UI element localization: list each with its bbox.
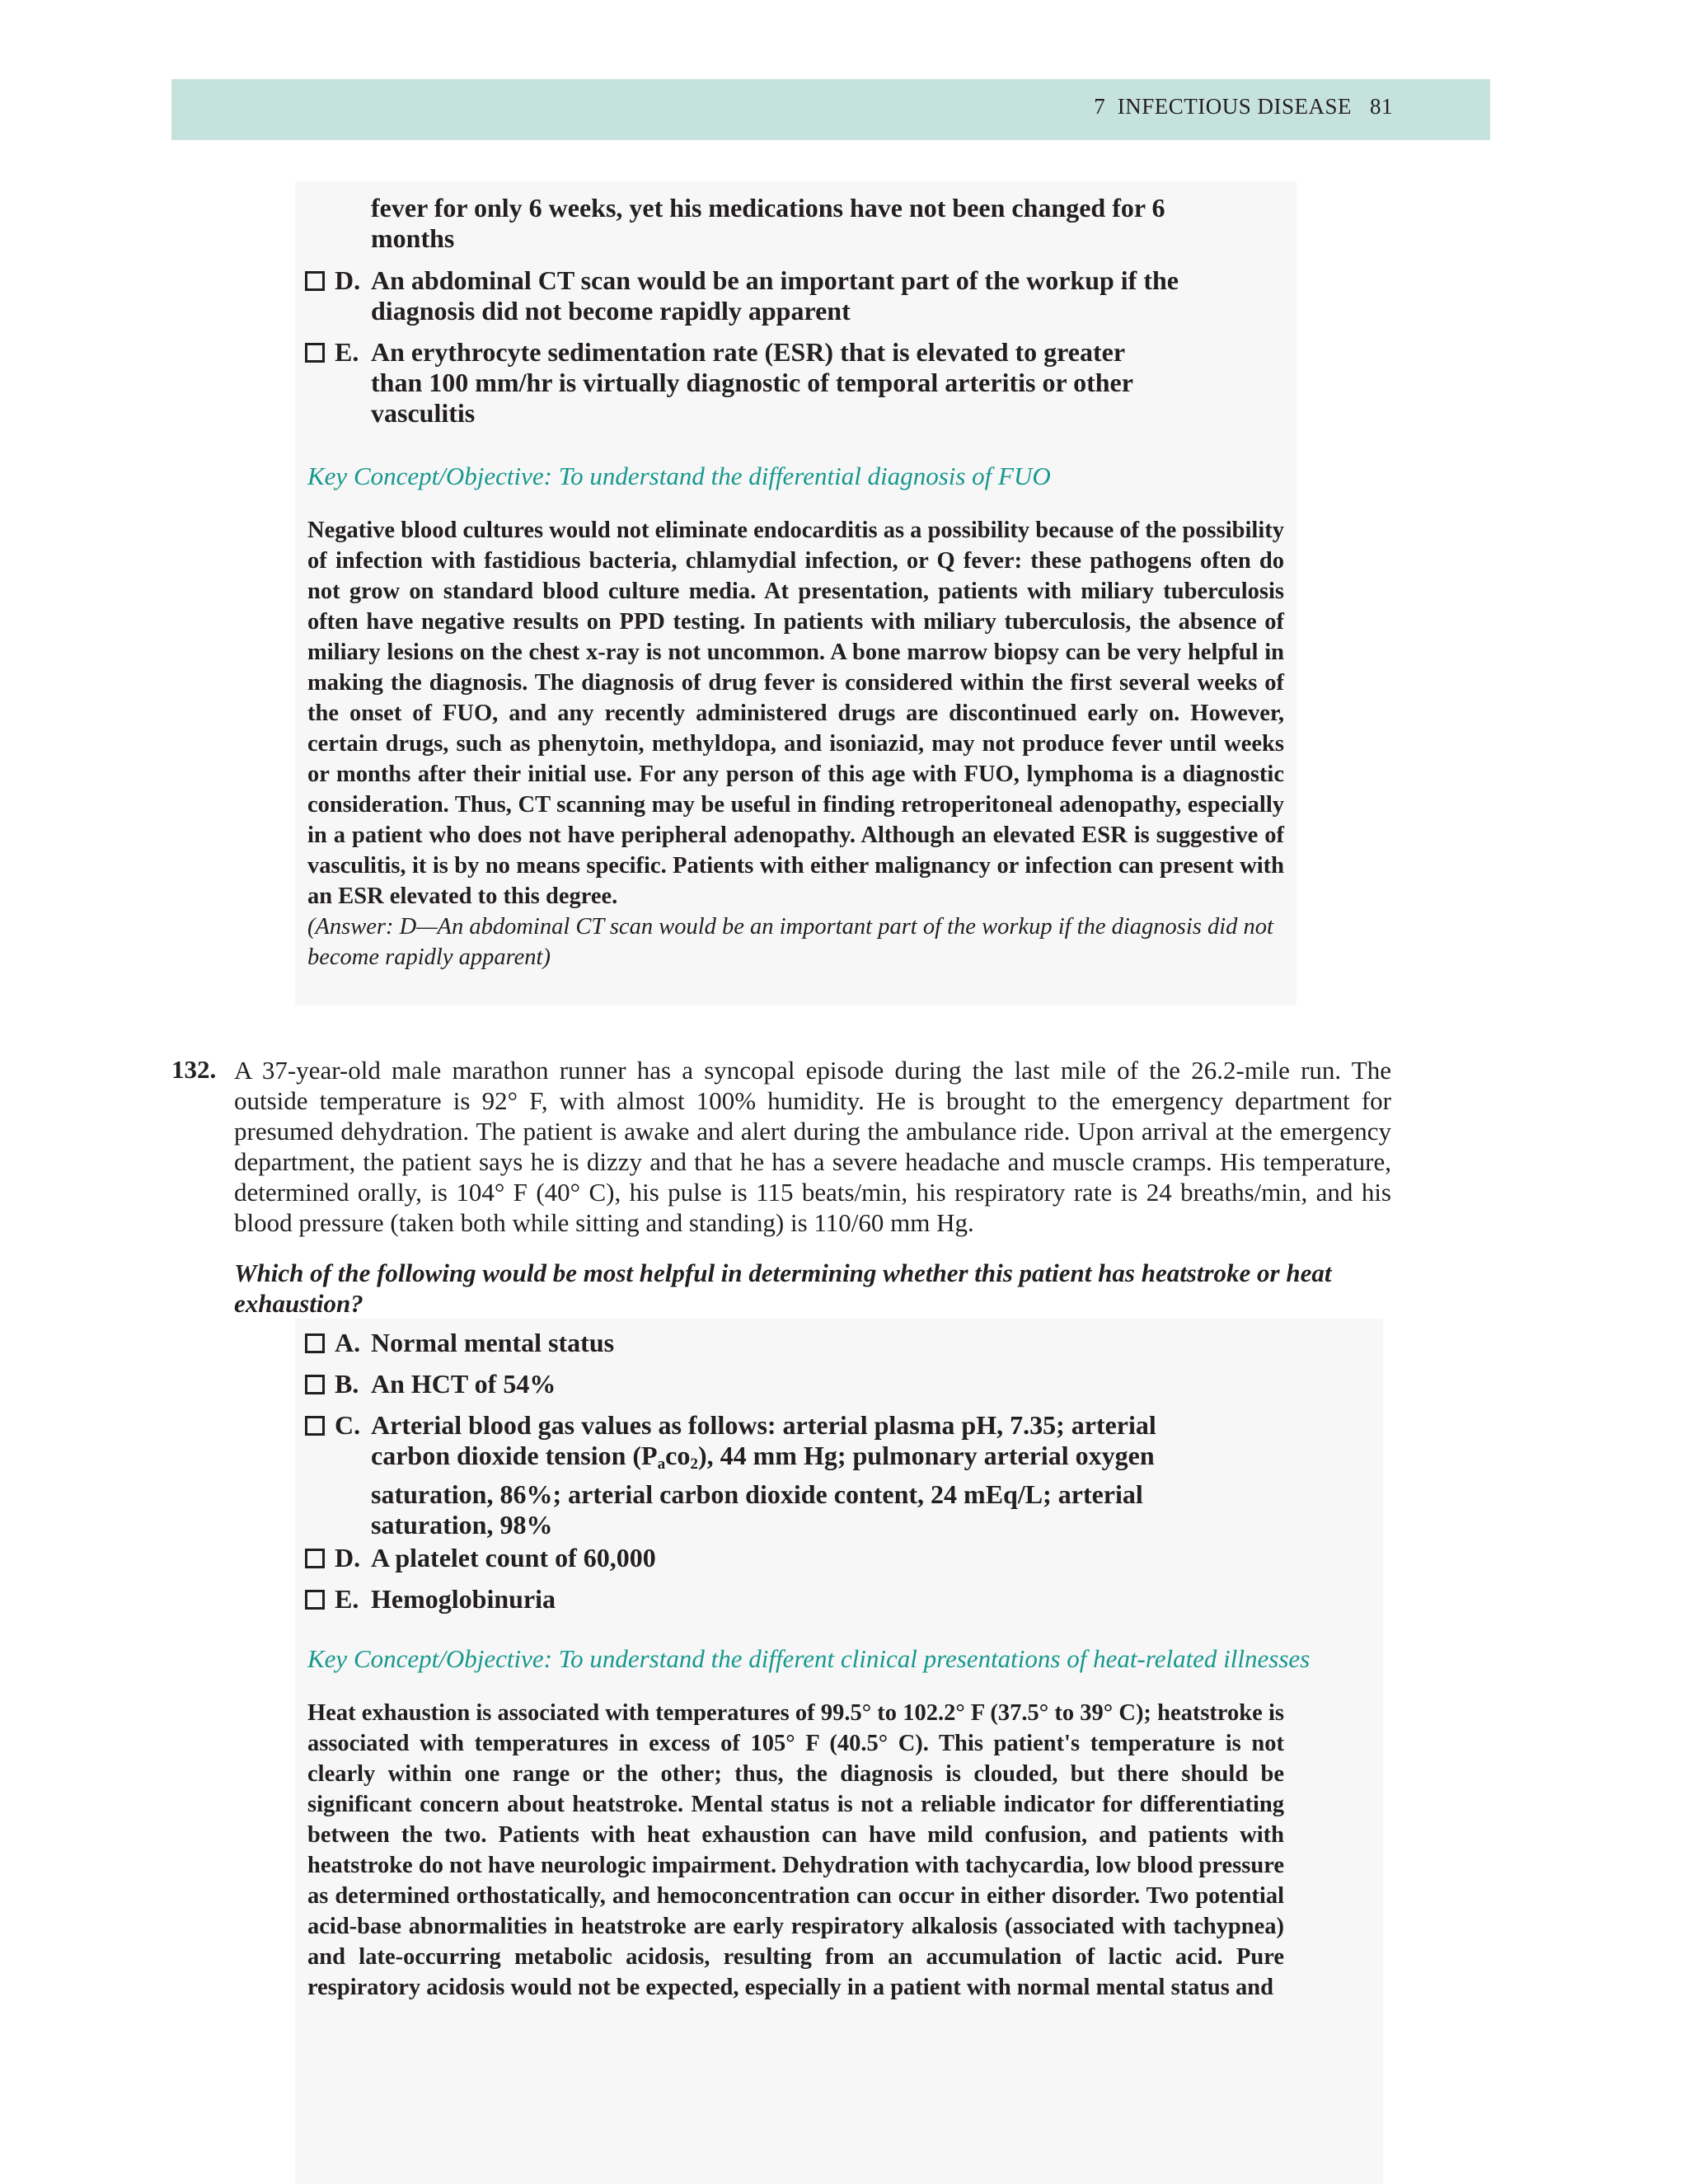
explanation-text: Heat exhaustion is associated with temperatures of 99.5° to 102.2° F (37.5° to 39° C); heatstroke is associated with temperatures in excess of 105° F (40.5° C). This patient's temperature is not clearly within one range or the other; thus, the diagnosis is clouded, but there should be significant concern about heatstroke. Mental status is not a reliable indicator for differentiating between the two. Patients with heat exhaustion can have mild confusion, and patients with heatstroke do not have neurologic impairment. Dehydration with tachycardia, low blood pressure as determined orthostatically, and hemoconcentration can occur in either disorder. Two potential acid-base abnormalities in heatstroke are early respiratory alkalosis (associated with tachypnea) and late-occurring metabolic acidosis, resulting from an accumulation of lactic acid. Pure respiratory acidosis would not be expected, especially in a patient with normal mental status and (307, 1700, 1284, 2000)
chapter-title: 7 INFECTIOUS DISEASE (1094, 94, 1352, 119)
option-d[interactable] (305, 265, 1253, 326)
running-head (1094, 94, 1393, 120)
page-header (171, 79, 1490, 140)
option-text: Hemoglobinuria (371, 1584, 556, 1614)
option-c[interactable] (305, 1410, 1253, 1540)
option-text: Arterial blood gas values as follows: arterial plasma pH, 7.35; arterial carbon dioxide tension $(P_aco_2)$, 44 mm Hg; pulmonary arterial oxygen saturation, 86%; arterial carbon dioxide content, 24 mEq/L; arterial saturation, 98% (371, 1410, 1156, 1540)
option-e[interactable] (305, 337, 1253, 429)
question-132 (171, 1055, 1391, 1238)
checkbox[interactable] (305, 271, 325, 291)
answer-line: (Answer: D—An abdominal CT scan would be an important part of the workup if the diagnosis did not become rapidly apparent) (307, 914, 1273, 970)
option-letter: C. (335, 1410, 361, 1440)
key-concept: Key Concept/Objective: To understand the differential diagnosis of FUO (307, 462, 1051, 490)
checkbox[interactable] (305, 1375, 325, 1394)
option-text: A platelet count of 60,000 (371, 1543, 656, 1572)
question-stem: A 37-year-old male marathon runner has a syncopal episode during the last mile of the 26.2-mile run. The outside temperature is 92° F, with almost 100% humidity. He is brought to the emergency department for presumed dehydration. The patient is awake and alert during the ambulance ride. Upon arrival at the emergency department, the patient says he is dizzy and that he has a severe headache and muscle cramps. His temperature, determined orally, is 104° F (40° C), his pulse is 115 beats/min, his respiratory rate is 24 breaths/min, and his blood pressure (taken both while sitting and standing) is 110/60 mm Hg. (234, 1056, 1391, 1237)
option-text: Normal mental status (371, 1328, 615, 1357)
explanation (307, 515, 1284, 972)
option-a[interactable] (305, 1328, 1253, 1358)
option-d[interactable] (305, 1543, 1253, 1573)
page-number: 81 (1370, 94, 1393, 119)
checkbox[interactable] (305, 1416, 325, 1436)
explanation (307, 1698, 1284, 2003)
option-e[interactable] (305, 1584, 1253, 1615)
option-text: An erythrocyte sedimentation rate (ESR) that is elevated to greater than 100 mm/hr is virtually diagnostic of temporal arteritis or other vasculitis (371, 337, 1133, 428)
option-continuation: fever for only 6 weeks, yet his medications have not been changed for 6 months (371, 193, 1165, 253)
checkbox[interactable] (305, 343, 325, 363)
key-concept: Key Concept/Objective: To understand the different clinical presentations of heat-related illnesses (307, 1644, 1311, 1673)
option-letter: D. (335, 265, 361, 295)
checkbox[interactable] (305, 1549, 325, 1568)
option-b[interactable] (305, 1369, 1253, 1399)
option-letter: B. (335, 1369, 359, 1399)
question-number: 132. (171, 1055, 217, 1084)
option-letter: E. (335, 337, 359, 367)
option-text: An abdominal CT scan would be an important part of the workup if the diagnosis did not become rapidly apparent (371, 265, 1179, 326)
option-letter: A. (335, 1328, 361, 1357)
explanation-text: Negative blood cultures would not eliminate endocarditis as a possibility because of the possibility of infection with fastidious bacteria, chlamydial infection, or Q fever: these pathogens often do not grow on standard blood culture media. At presentation, patients with miliary tuberculosis often have negative results on PPD testing. In patients with miliary tuberculosis, the absence of miliary lesions on the chest x-ray is not uncommon. A bone marrow biopsy can be very helpful in making the diagnosis. The diagnosis of drug fever is considered within the first several weeks of the onset of FUO, and any recently administered drugs are discontinued early on. However, certain drugs, such as phenytoin, methyldopa, and isoniazid, may not produce fever until weeks or months after their initial use. For any person of this age with FUO, lymphoma is a diagnostic consideration. Thus, CT scanning may be useful in finding retroperitoneal adenopathy, especially in a patient who does not have peripheral adenopathy. Although an elevated ESR is suggestive of vasculitis, it is by no means specific. Patients with either malignancy or infection can present with an ESR elevated to this degree. (307, 518, 1284, 909)
option-letter: D. (335, 1543, 361, 1572)
option-letter: E. (335, 1584, 359, 1614)
checkbox[interactable] (305, 1590, 325, 1610)
question-prompt: Which of the following would be most helpful in determining whether this patient has heatstroke or heat exhaustion? (234, 1258, 1332, 1318)
checkbox[interactable] (305, 1333, 325, 1353)
option-text: An HCT of 54% (371, 1369, 556, 1399)
